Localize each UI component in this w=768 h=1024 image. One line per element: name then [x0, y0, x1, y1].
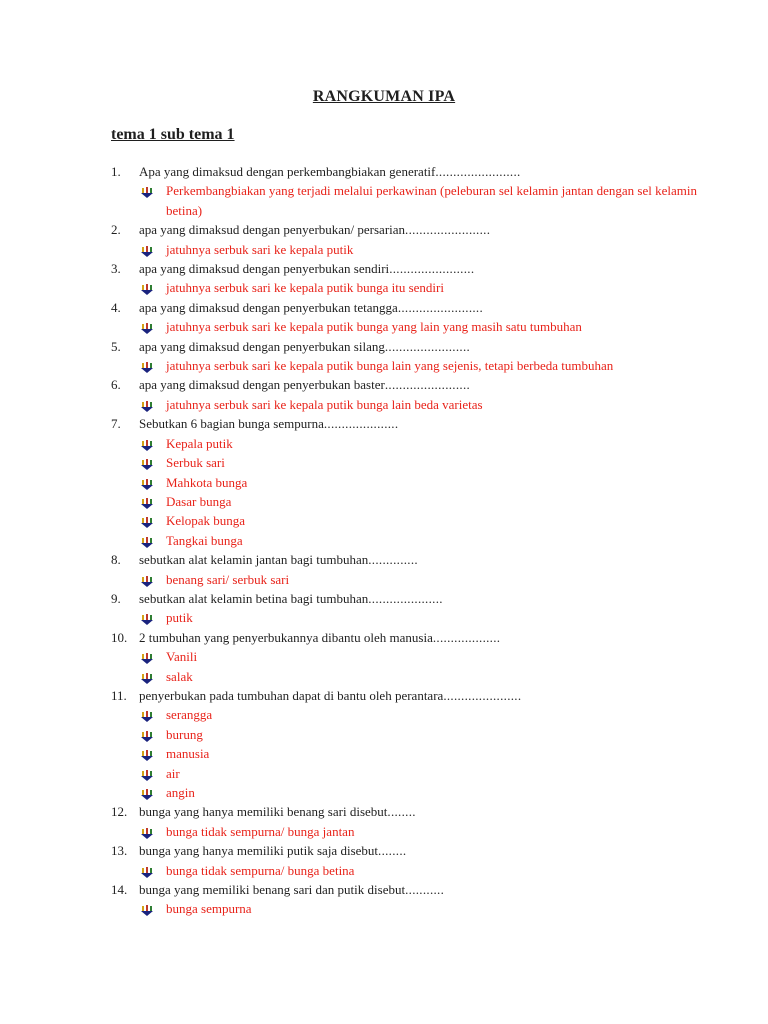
arrow-bullet-icon [141, 826, 153, 838]
answer-text: jatuhnya serbuk sari ke kepala putik [166, 241, 354, 257]
arrow-bullet-icon [141, 244, 153, 256]
answer-item [111, 181, 711, 220]
answer-item [111, 240, 711, 259]
answer-blank-dots: ..................... [323, 416, 399, 432]
answer-list [111, 705, 711, 802]
answer-text: jatuhnya serbuk sari ke kepala putik bunga lain yang sejenis, tetapi berbeda tumbuhan [166, 358, 614, 374]
arrow-bullet-icon [141, 574, 153, 586]
answer-item [111, 608, 711, 627]
question-text: Sebutkan 6 bagian bunga sempurna [139, 416, 324, 432]
answer-text: Kepala putik [166, 435, 233, 451]
question-number: 12. [111, 804, 128, 820]
arrow-bullet-icon [141, 496, 153, 508]
answer-item [111, 705, 711, 724]
arrow-bullet-icon [141, 787, 153, 799]
answer-text: Dasar bunga [166, 493, 232, 509]
arrow-bullet-icon [141, 399, 153, 411]
question-text: penyerbukan pada tumbuhan dapat di bantu oleh perantara [139, 687, 444, 703]
answer-item [111, 667, 711, 686]
arrow-bullet-icon [141, 321, 153, 333]
answer-blank-dots: ........... [405, 882, 445, 898]
question-text: apa yang dimaksud dengan penyerbukan silang [139, 338, 385, 354]
arrow-bullet-icon [141, 748, 153, 760]
answer-text: manusia [166, 746, 210, 762]
answer-list [111, 317, 711, 336]
answer-text: angin [166, 785, 195, 800]
answer-list [111, 434, 711, 550]
arrow-bullet-icon [141, 671, 153, 683]
question-item [111, 337, 711, 356]
answer-blank-dots: ........ [378, 843, 407, 859]
arrow-bullet-icon [141, 768, 153, 780]
question-number: 8. [111, 552, 121, 568]
question-text: bunga yang memiliki benang sari dan putik disebut [139, 882, 406, 898]
question-text: sebutkan alat kelamin betina bagi tumbuhan [139, 590, 369, 606]
question-number: 9. [111, 590, 121, 606]
answer-item [111, 434, 711, 453]
answer-list [111, 181, 711, 220]
answer-text: serangga [166, 707, 213, 723]
answer-item [111, 647, 711, 666]
answer-item [111, 822, 711, 841]
answer-blank-dots: ........................ [384, 377, 471, 393]
answer-text: jatuhnya serbuk sari ke kepala putik bunga itu sendiri [166, 280, 444, 296]
question-item [111, 686, 711, 705]
question-item [111, 628, 711, 647]
answer-text: burung [166, 726, 203, 742]
answer-blank-dots: ..................... [368, 590, 443, 606]
arrow-bullet-icon [141, 612, 153, 624]
question-number: 13. [111, 843, 128, 859]
arrow-bullet-icon [141, 185, 153, 197]
question-number: 5. [111, 338, 121, 354]
answer-text: Vanili [166, 649, 198, 665]
answer-item [111, 744, 711, 763]
arrow-bullet-icon [141, 865, 153, 877]
answer-text: air [166, 765, 180, 781]
question-item [111, 298, 711, 317]
question-item [111, 259, 711, 278]
answer-text: bunga tidak sempurna/ bunga betina [166, 862, 355, 878]
answer-text: Kelopak bunga [166, 513, 246, 529]
document-subtitle: tema 1 sub tema 1 [111, 126, 235, 143]
answer-item [111, 531, 711, 550]
answer-blank-dots: ........................ [405, 222, 491, 238]
question-item [111, 841, 711, 860]
question-text: Apa yang dimaksud dengan perkembangbiakan generatif [139, 164, 436, 179]
answer-list [111, 822, 711, 841]
arrow-bullet-icon [141, 903, 153, 915]
answer-text: jatuhnya serbuk sari ke kepala putik bunga yang lain yang masih satu tumbuhan [166, 319, 582, 335]
answer-item [111, 511, 711, 530]
answer-list [111, 278, 711, 297]
question-item [111, 162, 711, 181]
question-item [111, 414, 711, 433]
question-number: 10. [111, 629, 128, 645]
answer-list [111, 240, 711, 259]
answer-list [111, 570, 711, 589]
arrow-bullet-icon [141, 535, 153, 547]
arrow-bullet-icon [141, 729, 153, 741]
arrow-bullet-icon [141, 477, 153, 489]
arrow-bullet-icon [141, 709, 153, 721]
answer-text: Perkembangbiakan yang terjadi melalui perkawinan (peleburan sel kelamin jantan dengan sel kelamin betina) [166, 183, 698, 218]
answer-list [111, 899, 711, 918]
answer-list [111, 861, 711, 880]
answer-item [111, 395, 711, 414]
answer-item [111, 278, 711, 297]
answer-blank-dots: ........................ [435, 164, 521, 179]
question-text: apa yang dimaksud dengan penyerbukan baster [139, 377, 385, 393]
answer-item [111, 899, 711, 918]
arrow-bullet-icon [141, 360, 153, 372]
answer-text: Mahkota bunga [166, 474, 248, 490]
answer-blank-dots: ........................ [384, 338, 471, 354]
answer-text: bunga tidak sempurna/ bunga jantan [166, 823, 355, 839]
question-list [111, 162, 711, 919]
arrow-bullet-icon [141, 515, 153, 527]
question-text: apa yang dimaksud dengan penyerbukan tetangga [139, 299, 398, 315]
answer-item [111, 356, 711, 375]
answer-text: benang sari/ serbuk sari [166, 571, 290, 587]
answer-text: Serbuk sari [166, 455, 225, 471]
answer-text: Tangkai bunga [166, 532, 243, 548]
arrow-bullet-icon [141, 651, 153, 663]
answer-list [111, 608, 711, 627]
arrow-bullet-icon [141, 438, 153, 450]
answer-item [111, 570, 711, 589]
answer-item [111, 725, 711, 744]
answer-blank-dots: ........................ [397, 299, 484, 315]
question-number: 2. [111, 222, 121, 238]
question-number: 7. [111, 416, 121, 432]
answer-text: bunga sempurna [166, 901, 252, 917]
answer-blank-dots: .............. [368, 552, 418, 568]
answer-item [111, 783, 711, 802]
question-number: 11. [111, 687, 127, 703]
question-number: 14. [111, 882, 128, 898]
answer-blank-dots: ........................ [389, 261, 475, 277]
question-item [111, 375, 711, 394]
question-text: sebutkan alat kelamin jantan bagi tumbuhan [139, 552, 369, 568]
arrow-bullet-icon [141, 457, 153, 469]
answer-item [111, 473, 711, 492]
document-title: RANGKUMAN IPA [312, 88, 456, 105]
arrow-bullet-icon [141, 282, 153, 294]
question-item [111, 589, 711, 608]
question-number: 1. [111, 164, 121, 179]
answer-item [111, 861, 711, 880]
answer-blank-dots: ...................... [443, 687, 522, 703]
answer-list [111, 395, 711, 414]
answer-item [111, 317, 711, 336]
question-text: bunga yang hanya memiliki benang sari disebut [139, 804, 388, 820]
answer-item [111, 764, 711, 783]
answer-blank-dots: ........ [387, 804, 416, 820]
question-item [111, 220, 711, 239]
question-text: bunga yang hanya memiliki putik saja disebut [139, 843, 379, 859]
answer-list [111, 647, 711, 686]
question-text: apa yang dimaksud dengan penyerbukan/ persarian [139, 222, 406, 238]
question-item [111, 802, 711, 821]
answer-text: putik [166, 610, 193, 626]
answer-item [111, 492, 711, 511]
answer-list [111, 356, 711, 375]
answer-blank-dots: ................... [432, 629, 501, 645]
question-text: apa yang dimaksud dengan penyerbukan sendiri [139, 261, 390, 277]
question-number: 6. [111, 377, 121, 393]
question-number: 4. [111, 299, 121, 315]
question-text: 2 tumbuhan yang penyerbukannya dibantu oleh manusia [139, 629, 433, 645]
answer-item [111, 453, 711, 472]
answer-text: jatuhnya serbuk sari ke kepala putik bunga lain beda varietas [166, 396, 483, 412]
question-item [111, 880, 711, 899]
question-number: 3. [111, 261, 121, 277]
question-item [111, 550, 711, 569]
answer-text: salak [166, 668, 193, 684]
